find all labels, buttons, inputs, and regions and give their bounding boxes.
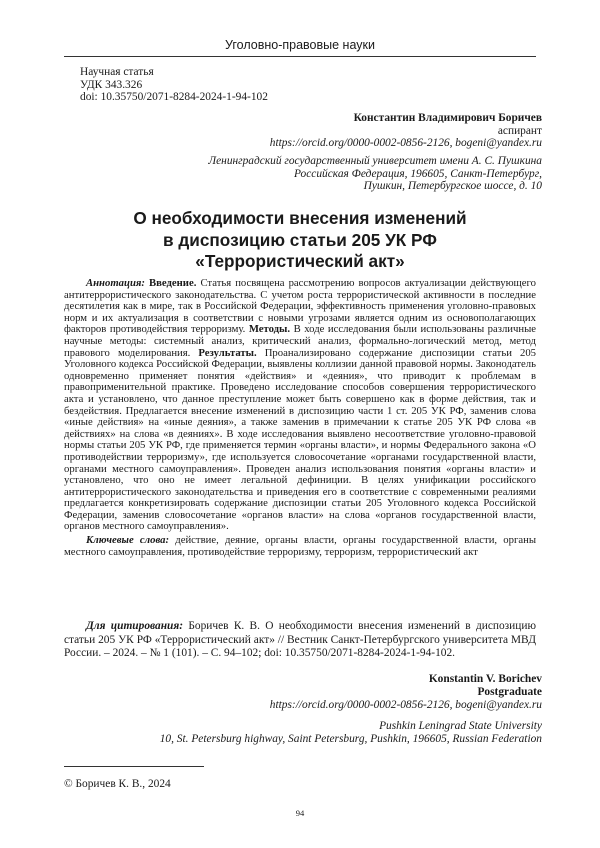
copyright-notice: © Боричев К. В., 2024: [64, 778, 171, 790]
methods-label: Методы.: [248, 323, 291, 336]
affiliation-line-en: Pushkin Leningrad State University: [379, 720, 542, 732]
affiliation-ru-block: [64, 155, 542, 193]
page-number: 94: [295, 808, 305, 818]
citation-label: Для цитирования:: [86, 620, 184, 632]
affiliation-line: Ленинградский государственный университет имени А. С. Пушкина: [208, 155, 542, 167]
title-line: в диспозицию статьи 205 УК РФ: [163, 229, 437, 250]
abstract: [64, 278, 536, 558]
citation-text: Боричев К. В. О необходимости внесения изменений в диспозицию статьи 205 УК РФ «Террористический акт» // Вестник Санкт-Петербургского университета МВД России. – 2024. – № 1 (101). – С. 94–102; doi: 10.35750/2071-8284-2024-1-94-102.: [64, 620, 536, 659]
keywords-text: действие, деяние, органы власти, органы государственной власти, органы местного самоуправления, противодействие терроризму, терроризм, террористический акт: [64, 534, 536, 558]
author-contacts[interactable]: https://orcid.org/0000-0002-0856-2126, bogeni@yandex.ru: [269, 137, 542, 150]
citation-block: [64, 620, 536, 661]
affiliation-line-en: 10, St. Petersburg highway, Saint Petersburg, Pushkin, 196605, Russian Federation: [159, 733, 542, 745]
journal-section-header: Уголовно-правовые науки: [225, 38, 375, 52]
author-name-en: Konstantin V. Borichev: [428, 673, 542, 685]
doi-link[interactable]: doi: 10.35750/2071-8284-2024-1-94-102: [80, 91, 268, 104]
header-divider: [64, 56, 536, 57]
footnote-divider: [64, 766, 204, 767]
author-name: Константин Владимирович Боричев: [353, 112, 542, 124]
affiliation-line: Российская Федерация, 196605, Санкт-Петербург,: [293, 167, 542, 180]
intro-text: Статья посвящена рассмотрению вопросов актуализации действующего антитеррористического законодательства. С учетом роста террористической активности в последние десятилетия как в мире, так в Российской Федерации, эффективность применения уголовно-правовых норм и их актуализация в соответствии с новыми угрозами является одним из основополагающих факторов противодействия терроризму.: [64, 277, 536, 336]
keywords-label: Ключевые слова:: [86, 534, 170, 547]
author-position: аспирант: [497, 124, 542, 137]
author-contacts-en[interactable]: https://orcid.org/0000-0002-0856-2126, bogeni@yandex.ru: [269, 699, 542, 711]
author-position-en: Postgraduate: [477, 686, 542, 698]
article-type: Научная статья: [80, 66, 154, 78]
author-ru-block: [64, 112, 542, 150]
affiliation-line: Пушкин, Петербургское шоссе, д. 10: [363, 180, 542, 193]
results-text: Проанализировано содержание диспозиции статьи 205 Уголовного кодекса Российской Федерации, выявлены коллизии данной правовой нормы. Законодатель одновременно применяет понятия «действия» и «деяния», что приводит к проблемам в правоприменительной практике. Проведено исследование способов совершения террористического акта и установлено, что данное преступление может быть совершено как в форме действия, так и бездействия. Предлагается внесение изменений в диспозицию части 1 ст. 205 УК РФ, заменив слова «иные действия» на «иные деяния», а также заменив в примечании к статье 205 УК РФ слова «в действиях» на слова «в деяниях». В ходе исследования выявлено несоответствие уголовно-правовой нормы статьи 205 УК РФ, где применяется термин «органы власти», и нормы Федерального закона «О противодействии терроризму», где используется словосочетание «органами государственной власти, органами местного самоуправления». Проведен анализ использования понятия «органы власти» и установлено, что оно не имеет легальной дефиниции. В целях унификации российского антитеррористического законодательства и приведения его в соответствие с современными реалиями предлагается конкретизировать содержание диспозиции статьи 205 Уголовного кодекса Российской Федерации, заменив словосочетание «органов власти» на слова «органов государственной власти, органов местного самоуправления».: [64, 346, 537, 533]
affiliation-en-block: [64, 720, 542, 746]
article-meta: [80, 66, 268, 104]
methods-text: В ходе исследования были использованы различные научные методы: системный анализ, критический анализ, формально-логический метод, метод правового моделирования.: [64, 323, 537, 359]
title-line: «Террористический акт»: [195, 251, 405, 271]
title-line: О необходимости внесения изменений: [133, 208, 467, 228]
udc-code: УДК 343.326: [80, 78, 143, 91]
results-label: Результаты.: [198, 346, 257, 359]
abstract-label: Аннотация:: [86, 277, 145, 289]
author-en-block: [64, 673, 542, 712]
article-title: [64, 208, 536, 273]
intro-label: Введение.: [149, 277, 197, 289]
